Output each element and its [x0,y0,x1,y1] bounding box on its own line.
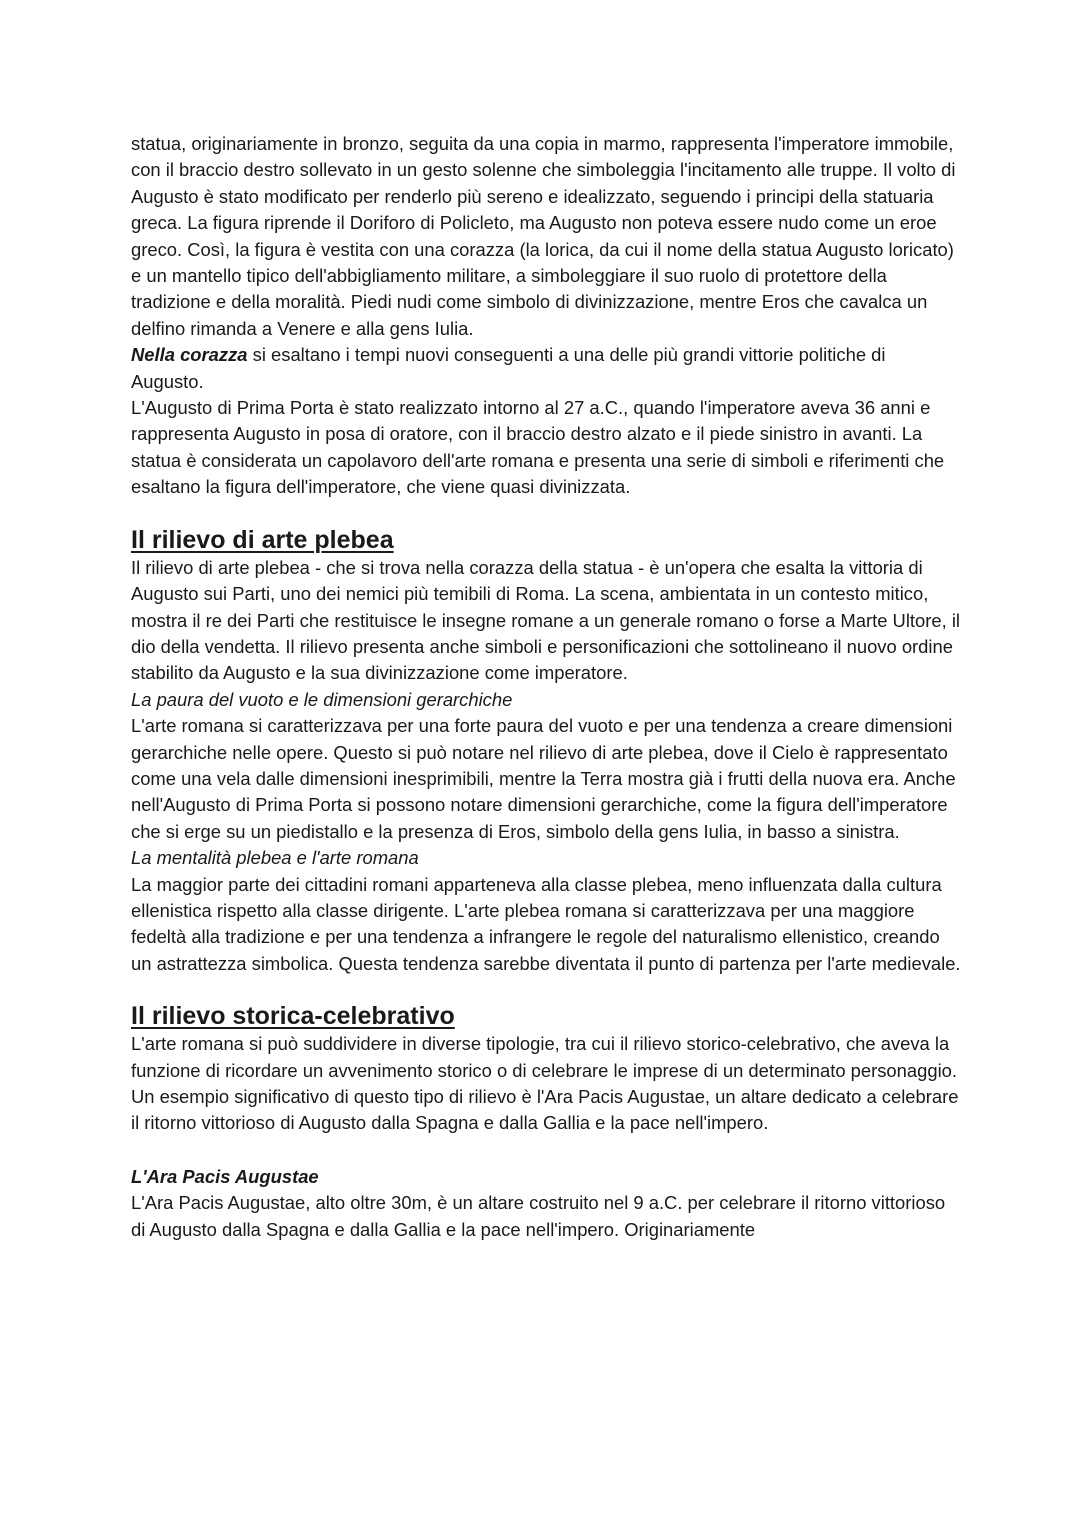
paragraph-nella-corazza [131,342,961,395]
paragraph-paura-del-vuoto: L'arte romana si caratterizzava per una forte paura del vuoto e per una tendenza a creare dimensioni gerarchiche nelle opere. Questo si può notare nel rilievo di arte plebea, dove il Cielo è rappresentato come una vela dalle dimensioni inesprimibili, mentre la Terra mostra già i frutti della nuova era. Anche nell'Augusto di Prima Porta si possono notare dimensioni gerarchiche, come la figura dell'imperatore che si erge su un piedistallo e la presenza di Eros, simbolo della gens Iulia, in basso a sinistra. [131,715,956,842]
subheading-mentalita-plebea: La mentalità plebea e l'arte romana [131,847,419,869]
subheading-ara-pacis: L'Ara Pacis Augustae [131,1165,319,1187]
paragraph-statua-description: statua, originariamente in bronzo, seguita da una copia in marmo, rappresenta l'imperatore immobile, con il braccio destro sollevato in un gesto solenne che simboleggia l'incitamento alle truppe. Il volto di Augusto è stato modificato per renderlo più sereno e idealizzato, seguendo i principi della statuaria greca. La figura riprende il Doriforo di Policleto, ma Augusto non poteva essere nudo come un eroe greco. Così, la figura è vestita con una corazza (la lorica, da cui il nome della statua Augusto loricato) e un mantello tipico dell'abbigliamento militare, a simboleggiare il suo ruolo di protettore della tradizione e della moralità. Piedi nudi come simbolo di divinizzazione, mentre Eros che cavalca un delfino rimanda a Venere e alla gens Iulia. [131,133,956,339]
heading-rilievo-storica-celebrativo: Il rilievo storica-celebrativo [131,1002,455,1031]
heading-rilievo-arte-plebea: Il rilievo di arte plebea [131,525,394,554]
lead-phrase-nella-corazza: Nella corazza [131,344,248,366]
subheading-paura-del-vuoto: La paura del vuoto e le dimensioni gerarchiche [131,688,513,710]
document-page [131,131,961,1243]
paragraph-nella-corazza-text: si esaltano i tempi nuovi conseguenti a una delle più grandi vittorie politiche di Augusto. [131,344,886,392]
paragraph-rilievo-plebea: Il rilievo di arte plebea - che si trova nella corazza della statua - è un'opera che esalta la vittoria di Augusto sui Parti, uno dei nemici più temibili di Roma. La scena, ambientata in un contesto mitico, mostra il re dei Parti che restituisce le insegne romane a un generale romano o forse a Marte Ultore, il dio della vendetta. Il rilievo presenta anche simboli e personificazioni che sottolineano il nuovo ordine stabilito da Augusto e la sua divinizzazione come imperatore. [131,556,960,684]
paragraph-rilievo-storico: L'arte romana si può suddividere in diverse tipologie, tra cui il rilievo storico-celebrativo, che aveva la funzione di ricordare un avvenimento storico o di celebrare le imprese di un determinato personaggio. Un esempio significativo di questo tipo di rilievo è l'Ara Pacis Augustae, un altare dedicato a celebrare il ritorno vittorioso di Augusto dalla Spagna e dalla Gallia e la pace nell'impero. [131,1033,959,1134]
paragraph-mentalita-plebea: La maggior parte dei cittadini romani apparteneva alla classe plebea, meno influenzata dalla cultura ellenistica rispetto alla classe dirigente. L'arte plebea romana si caratterizzava per una maggiore fedeltà alla tradizione e per una tendenza a infrangere le regole del naturalismo ellenistico, creando un astrattezza simbolica. Questa tendenza sarebbe diventata il punto di partenza per l'arte medievale. [131,873,961,974]
paragraph-augusto-prima-porta: L'Augusto di Prima Porta è stato realizzato intorno al 27 a.C., quando l'imperatore aveva 36 anni e rappresenta Augusto in posa di oratore, con il braccio destro alzato e il piede sinistro in avanti. La statua è considerata un capolavoro dell'arte romana e presenta una serie di simboli e riferimenti che esaltano la figura dell'imperatore, che viene quasi divinizzata. [131,397,945,498]
paragraph-ara-pacis: L'Ara Pacis Augustae, alto oltre 30m, è un altare costruito nel 9 a.C. per celebrare il ritorno vittorioso di Augusto dalla Spagna e dalla Gallia e la pace nell'impero. Originariamente [131,1192,946,1240]
